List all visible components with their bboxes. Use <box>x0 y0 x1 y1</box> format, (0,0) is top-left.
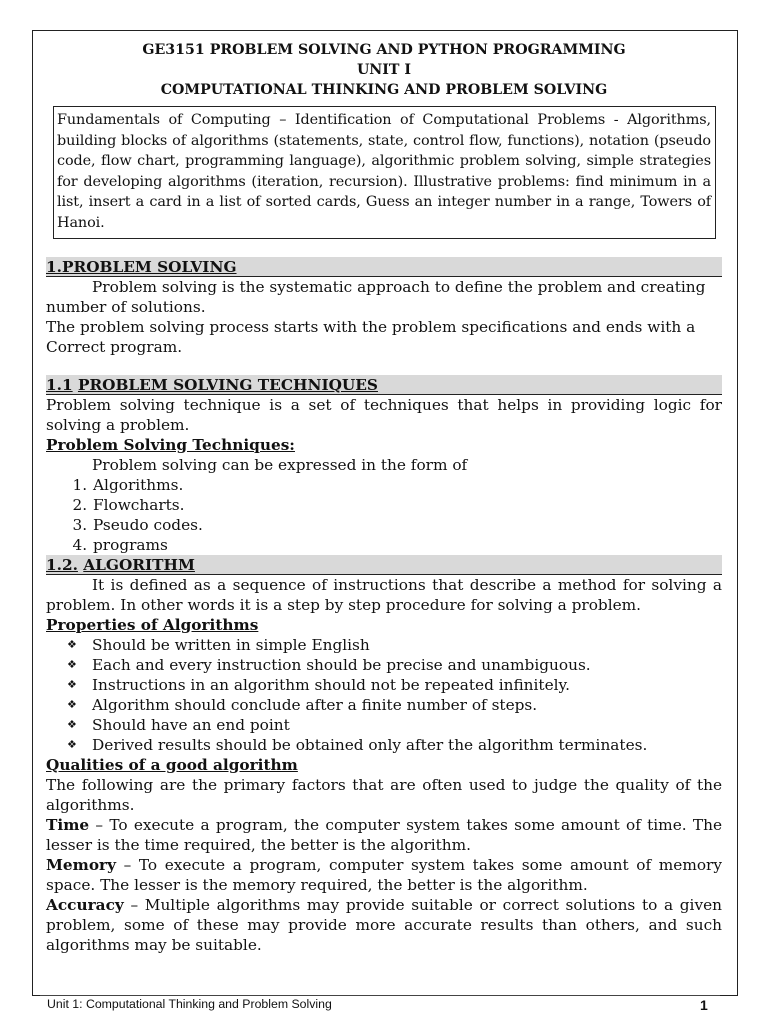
techniques-intro: Problem solving can be expressed in the form of <box>92 456 468 474</box>
list-item: ❖ Should have an end point <box>67 716 290 734</box>
list-item: ❖ Should be written in simple English <box>67 636 370 654</box>
list-item: 4. programs <box>92 535 722 555</box>
unit-title: COMPUTATIONAL THINKING AND PROBLEM SOLVING <box>160 82 608 98</box>
list-item: 3. Pseudo codes. <box>92 515 722 535</box>
properties-list <box>46 635 722 755</box>
section-number: 1.2. <box>46 556 78 574</box>
problem-solving-para-1: Problem solving is the systematic approach to define the problem and creating number of solutions. <box>46 278 706 316</box>
techniques-para: Problem solving technique is a set of techniques that helps in providing logic for solving a problem. <box>46 396 722 434</box>
qualities-heading: Qualities of a good algorithm <box>46 756 298 774</box>
section-title: PROBLEM SOLVING <box>61 258 237 276</box>
section-number: 1.1 <box>46 376 73 394</box>
quality-term: Time <box>46 816 90 834</box>
list-item: ❖ Each and every instruction should be precise and unambiguous. <box>67 656 591 674</box>
properties-heading: Properties of Algorithms <box>46 616 259 634</box>
section-heading-techniques <box>46 375 722 395</box>
course-title: GE3151 PROBLEM SOLVING AND PYTHON PROGRAMMING <box>142 42 626 58</box>
section-heading-problem-solving <box>46 257 722 277</box>
section-title: PROBLEM SOLVING TECHNIQUES <box>77 376 378 394</box>
problem-solving-para-2: The problem solving process starts with the problem specifications and ends with a Correct program. <box>46 318 696 356</box>
section-title: ALGORITHM <box>83 556 195 574</box>
diamond-bullet-icon: ❖ <box>67 638 77 651</box>
page-number: 1 <box>700 997 708 1013</box>
diamond-bullet-icon: ❖ <box>67 718 77 731</box>
quality-memory: Memory – To execute a program, computer system takes some amount of memory space. The lesser is the memory required, the better is the algorithm. <box>46 856 722 894</box>
quality-term: Accuracy <box>46 896 124 914</box>
diamond-bullet-icon: ❖ <box>67 698 77 711</box>
quality-accuracy: Accuracy – Multiple algorithms may provide suitable or correct solutions to a given problem, some of these may provide more accurate results than others, and such algorithms may be suitable. <box>46 896 722 954</box>
footer-unit-label: Unit 1: Computational Thinking and Problem Solving <box>47 997 332 1011</box>
list-item: ❖ Instructions in an algorithm should not be repeated infinitely. <box>67 676 570 694</box>
quality-time: Time – To execute a program, the computer system takes some amount of time. The lesser is the time required, the better is the algorithm. <box>46 816 722 854</box>
list-item: 1. Algorithms. <box>92 475 722 495</box>
techniques-list <box>46 475 722 555</box>
quality-term: Memory <box>46 856 117 874</box>
page-content <box>46 40 722 955</box>
list-item: ❖ Derived results should be obtained only after the algorithm terminates. <box>67 736 648 754</box>
footer-divider <box>40 995 720 996</box>
qualities-intro: The following are the primary factors that are often used to judge the quality of the algorithms. <box>46 776 722 814</box>
list-item: 2. Flowcharts. <box>92 495 722 515</box>
list-item: ❖ Algorithm should conclude after a finite number of steps. <box>67 696 538 714</box>
diamond-bullet-icon: ❖ <box>67 738 77 751</box>
syllabus-box: Fundamentals of Computing – Identification of Computational Problems - Algorithms, building blocks of algorithms (statements, state, control flow, functions), notation (pseudo code, flow chart, programming language), algorithmic problem solving, simple strategies for developing algorithms (iteration, recursion). Illustrative problems: find minimum in a list, insert a card in a list of sorted cards, Guess an integer number in a range, Towers of Hanoi. <box>53 106 716 239</box>
techniques-subheading: Problem Solving Techniques: <box>46 436 295 454</box>
diamond-bullet-icon: ❖ <box>67 678 77 691</box>
section-number: 1. <box>46 258 62 276</box>
diamond-bullet-icon: ❖ <box>67 658 77 671</box>
algorithm-definition: It is defined as a sequence of instructions that describe a method for solving a problem. In other words it is a step by step procedure for solving a problem. <box>46 576 722 614</box>
unit-label: UNIT I <box>356 62 412 78</box>
section-heading-algorithm <box>46 555 722 575</box>
